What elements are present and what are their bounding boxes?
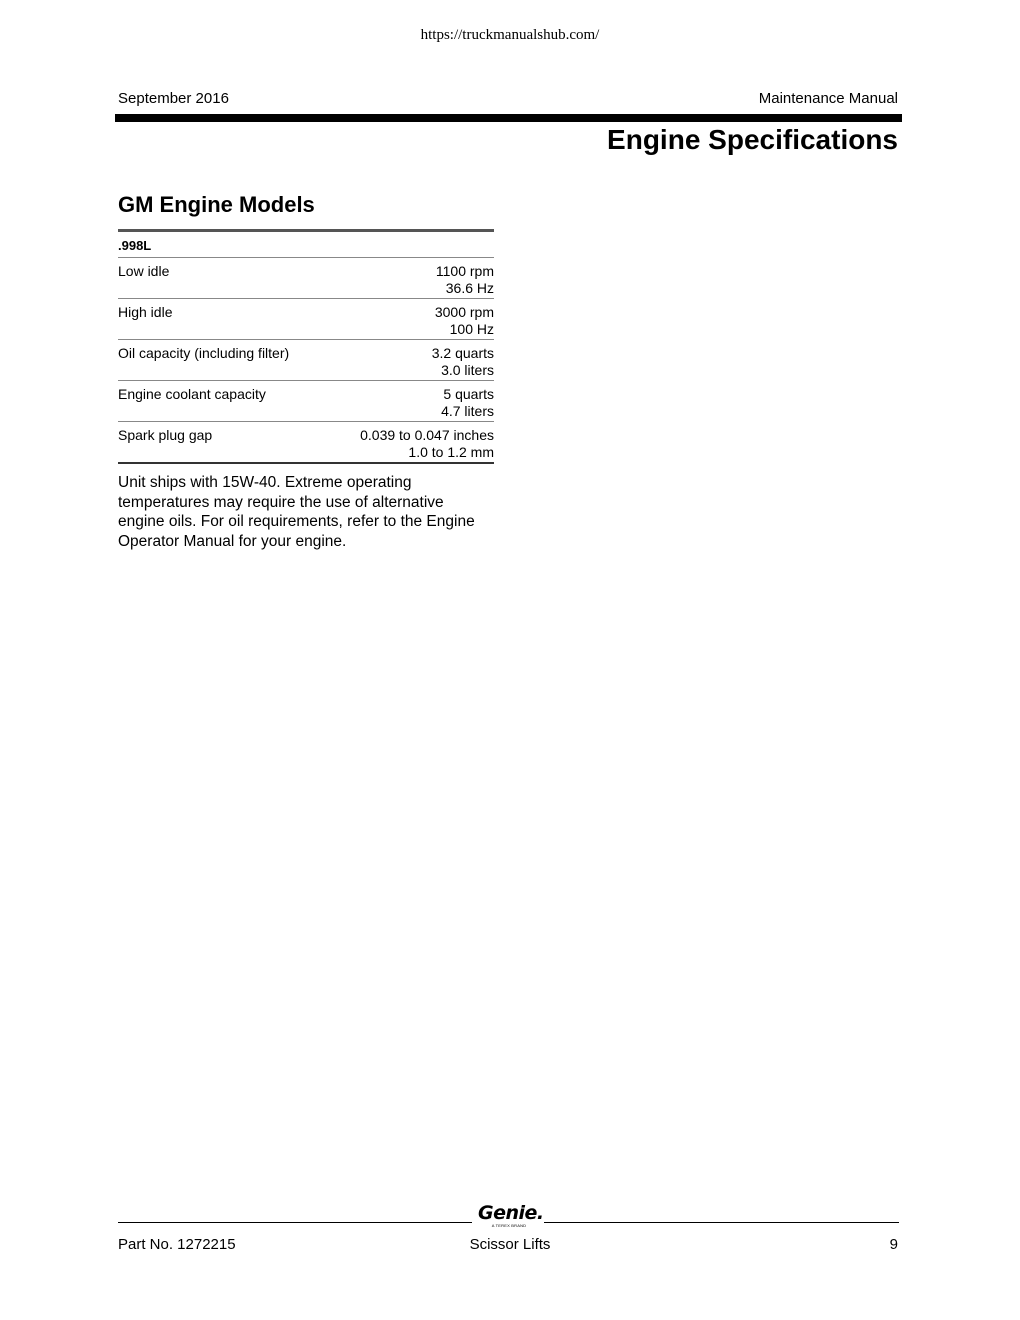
header-date: September 2016 [118,90,229,107]
footer-product: Scissor Lifts [469,1236,551,1253]
row-value [436,263,494,298]
logo-wordmark: Genie. [478,1202,544,1224]
row-label: Engine coolant capacity [118,386,266,402]
row-value [441,386,494,421]
row-value-primary: 0.039 to 0.047 inches [360,427,494,443]
page-title: Engine Specifications [607,124,898,155]
footer-rule-left [118,1222,472,1223]
table-row [118,381,494,422]
table-row [118,299,494,340]
row-label: Spark plug gap [118,427,213,443]
row-value-primary: 1100 rpm [435,263,494,279]
row-value-primary: 3000 rpm [434,304,494,320]
row-value [432,345,494,380]
table-engine-heading: .998L [118,229,494,258]
engine-spec-table [118,229,494,464]
oil-note [118,473,488,551]
footer-page-number: 9 [889,1236,898,1253]
row-label: Oil capacity (including filter) [118,345,290,361]
row-value-secondary: 36.6 Hz [445,280,494,296]
row-value-secondary: 4.7 liters [441,403,494,419]
header-rule [115,114,902,122]
source-url[interactable]: https://truckmanualshub.com/ [420,27,600,43]
row-value-primary: 3.2 quarts [431,345,494,361]
row-value-secondary: 1.0 to 1.2 mm [408,444,494,460]
table-row [118,258,494,299]
genie-logo [478,1202,544,1232]
row-value [435,304,494,339]
row-value-secondary: 100 Hz [449,321,494,337]
oil-note-text: Unit ships with 15W-40. Extreme operating temperatures may require the use of alternative engine oils. For oil requirements, refer to the Engine Operator Manual for your engine. [118,474,475,550]
footer-part-number: Part No. 1272215 [118,1236,236,1253]
header-manual-name: Maintenance Manual [758,90,898,107]
row-label: Low idle [118,263,170,279]
section-title: GM Engine Models [118,192,315,217]
table-row [118,422,494,464]
row-label: High idle [118,304,173,320]
row-value [360,427,494,462]
row-value-primary: 5 quarts [443,386,494,402]
logo-tagline: A TEREX BRAND [491,1223,527,1228]
table-row [118,340,494,381]
row-value-secondary: 3.0 liters [441,362,494,378]
footer-rule-right [544,1222,899,1223]
